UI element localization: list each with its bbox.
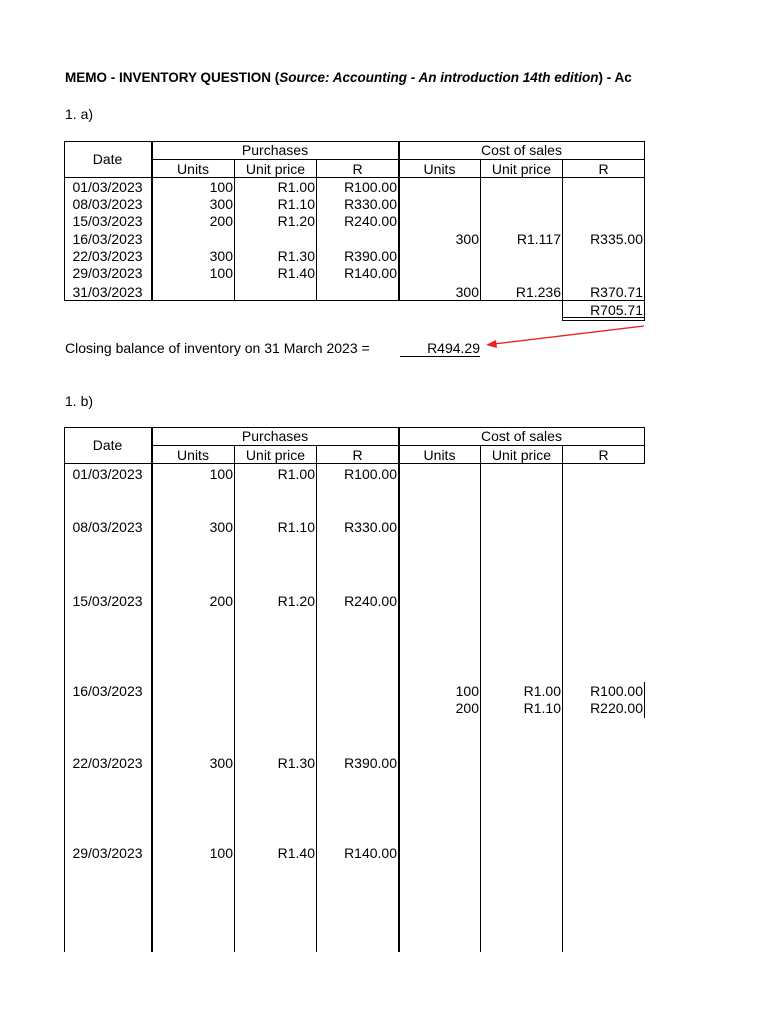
row-cos-units: 200	[455, 700, 479, 716]
header-date: Date	[92, 151, 123, 167]
row-cos-price: R1.00	[523, 683, 561, 699]
header-purchases: Purchases	[241, 142, 309, 158]
row-cos-amount: R100.00	[590, 683, 643, 699]
row-purchase-amount: R100.00	[344, 179, 397, 195]
header-units-cos: Units	[423, 161, 456, 177]
row-purchase-units: 100	[209, 179, 233, 195]
row-purchase-units: 200	[209, 213, 233, 229]
row-purchase-units: 100	[209, 265, 233, 281]
row-date: 31/03/2023	[72, 284, 143, 300]
row-date: 22/03/2023	[72, 248, 143, 264]
row-date: 08/03/2023	[72, 519, 143, 535]
row-cos-units: 300	[455, 284, 479, 300]
title-suffix: ) - Ac	[598, 70, 632, 85]
row-purchase-price: R1.40	[277, 845, 315, 861]
row-purchase-price: R1.00	[277, 466, 315, 482]
row-cos-amount: R335.00	[590, 231, 643, 247]
row-purchase-amount: R390.00	[344, 248, 397, 264]
row-date: 01/03/2023	[72, 179, 143, 195]
row-purchase-units: 100	[209, 466, 233, 482]
row-purchase-units: 300	[209, 196, 233, 212]
row-purchase-units: 300	[209, 755, 233, 771]
row-cos-price: R1.10	[523, 700, 561, 716]
row-date: 16/03/2023	[72, 231, 143, 247]
row-cos-units: 100	[455, 683, 479, 699]
row-date: 29/03/2023	[72, 845, 143, 861]
row-purchase-units: 200	[209, 593, 233, 609]
row-cos-price: R1.117	[516, 231, 561, 247]
header-r-cos: R	[598, 447, 609, 463]
header-unit-price: Unit price	[245, 161, 306, 177]
closing-balance-value: R494.29	[427, 340, 480, 356]
row-cos-amount: R220.00	[590, 700, 643, 716]
header-cost-of-sales: Cost of sales	[481, 428, 562, 444]
section-label-a: 1. a)	[65, 106, 94, 122]
row-date: 15/03/2023	[72, 213, 143, 229]
cost-of-sales-total: R705.71	[590, 302, 643, 318]
row-date: 22/03/2023	[72, 755, 143, 771]
row-purchase-units: 300	[209, 519, 233, 535]
header-cost-of-sales: Cost of sales	[481, 142, 562, 158]
header-units-cos: Units	[423, 447, 456, 463]
row-purchase-price: R1.10	[277, 196, 315, 212]
row-purchase-price: R1.20	[277, 213, 315, 229]
header-units: Units	[177, 447, 209, 463]
row-purchase-price: R1.30	[277, 755, 315, 771]
section-label-b: 1. b)	[65, 393, 94, 409]
row-cos-units: 300	[455, 231, 479, 247]
row-cos-amount: R370.71	[590, 284, 643, 300]
title-source: Source: Accounting - An introduction 14th edition	[279, 70, 599, 85]
row-purchase-amount: R140.00	[344, 265, 397, 281]
arrow-icon	[480, 320, 650, 352]
row-purchase-amount: R240.00	[344, 213, 397, 229]
row-purchase-price: R1.40	[277, 265, 315, 281]
closing-balance-label: Closing balance of inventory on 31 March 2023 =	[65, 340, 370, 356]
header-r: R	[352, 447, 363, 463]
document-title	[65, 70, 645, 85]
row-purchase-amount: R330.00	[344, 196, 397, 212]
header-unit-price-cos: Unit price	[491, 161, 552, 177]
row-purchase-amount: R100.00	[344, 466, 397, 482]
row-purchase-amount: R390.00	[344, 755, 397, 771]
header-purchases: Purchases	[241, 428, 309, 444]
row-purchase-price: R1.30	[277, 248, 315, 264]
row-date: 16/03/2023	[72, 683, 143, 699]
row-purchase-amount: R240.00	[344, 593, 397, 609]
row-purchase-amount: R330.00	[344, 519, 397, 535]
row-purchase-price: R1.10	[277, 519, 315, 535]
row-purchase-units: 300	[209, 248, 233, 264]
header-unit-price: Unit price	[245, 447, 306, 463]
header-unit-price-cos: Unit price	[491, 447, 552, 463]
row-purchase-price: R1.20	[277, 593, 315, 609]
row-date: 08/03/2023	[72, 196, 143, 212]
header-date: Date	[92, 437, 123, 453]
row-purchase-price: R1.00	[277, 179, 315, 195]
row-purchase-units: 100	[209, 845, 233, 861]
row-date: 15/03/2023	[72, 593, 143, 609]
title-prefix: MEMO - INVENTORY QUESTION (	[65, 70, 280, 85]
row-purchase-amount: R140.00	[344, 845, 397, 861]
row-date: 29/03/2023	[72, 265, 143, 281]
header-r: R	[352, 161, 363, 177]
row-cos-price: R1.236	[515, 284, 561, 300]
header-units: Units	[177, 161, 209, 177]
row-date: 01/03/2023	[72, 466, 143, 482]
header-r-cos: R	[598, 161, 609, 177]
